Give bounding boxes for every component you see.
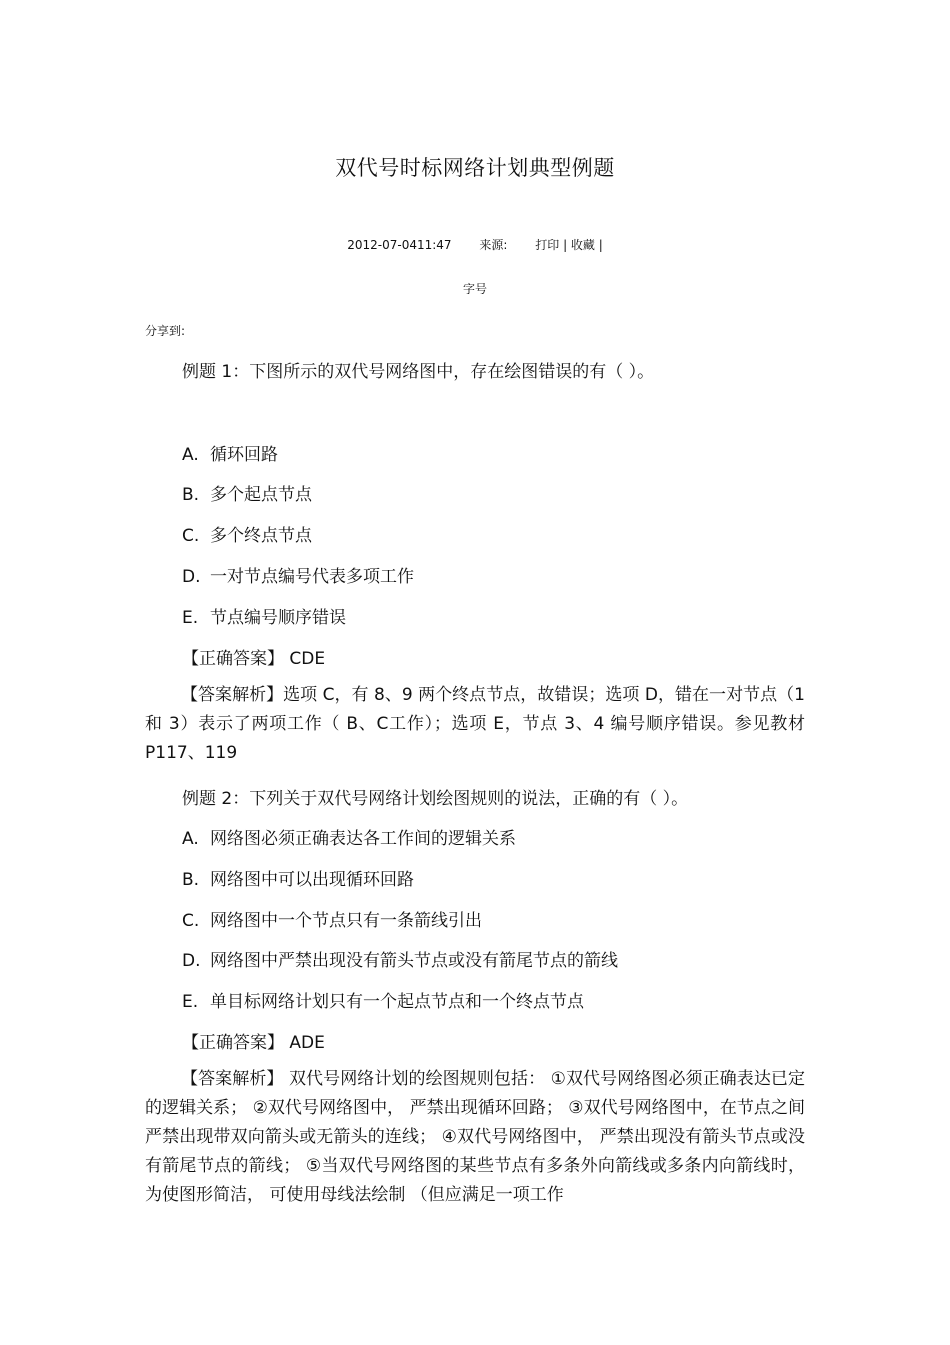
publish-date: 2012-07-0411:47	[347, 238, 452, 252]
page-title: 双代号时标网络计划典型例题	[335, 156, 615, 180]
q2-option-c	[182, 906, 482, 931]
q2-option-d	[182, 946, 618, 971]
option-text: 多个终点节点	[210, 526, 312, 546]
share-label: 分享到:	[145, 324, 186, 338]
option-letter: C.	[182, 911, 200, 931]
option-text: 单目标网络计划只有一个起点节点和一个终点节点	[210, 992, 584, 1012]
option-letter: C.	[182, 526, 200, 546]
option-letter: E.	[182, 992, 199, 1012]
option-text: 多个起点节点	[210, 485, 312, 505]
option-letter: D.	[182, 567, 201, 587]
option-text: 网络图中一个节点只有一条箭线引出	[210, 911, 482, 931]
question-1: 例题 1：下图所示的双代号网络图中，存在绘图错误的有（ ）。	[182, 362, 655, 382]
q1-option-b	[182, 480, 312, 505]
option-letter: A.	[182, 445, 199, 465]
q2-option-e	[182, 987, 584, 1012]
q1-option-a	[182, 440, 278, 465]
source-label: 来源:	[479, 238, 508, 252]
option-text: 循环回路	[210, 445, 278, 465]
q2-answer: 【正确答案】 ADE	[182, 1033, 325, 1053]
option-letter: B.	[182, 870, 200, 890]
option-letter: B.	[182, 485, 200, 505]
q2-option-a	[182, 824, 516, 849]
q2-option-b	[182, 865, 414, 890]
option-text: 网络图中严禁出现没有箭头节点或没有箭尾节点的箭线	[210, 951, 618, 971]
article-meta	[0, 236, 950, 253]
option-text: 节点编号顺序错误	[210, 608, 346, 628]
question-2: 例题 2：下列关于双代号网络计划绘图规则的说法，正确的有（ ）。	[182, 789, 689, 809]
print-favorite-links[interactable]: 打印 | 收藏 |	[535, 238, 603, 252]
q1-option-c	[182, 521, 312, 546]
option-letter: A.	[182, 829, 199, 849]
q1-analysis: 【答案解析】选项 C，有 8、9 两个终点节点，故错误；选项 D，错在一对节点（1 和 3）表示了两项工作（ B、C工作）；选项 E，节点 3、4 编号顺序错误。参见教材 P117、119	[145, 685, 805, 763]
option-text: 网络图中可以出现循环回路	[210, 870, 414, 890]
q1-answer: 【正确答案】 CDE	[182, 649, 326, 669]
option-letter: D.	[182, 951, 201, 971]
q1-option-d	[182, 562, 414, 587]
option-letter: E.	[182, 608, 199, 628]
q2-analysis: 【答案解析】 双代号网络计划的绘图规则包括： ①双代号网络图必须正确表达已定的逻辑关系； ②双代号网络图中， 严禁出现循环回路； ③双代号网络图中，在节点之间严禁出现带双向箭头或无箭头的连线； ④双代号网络图中， 严禁出现没有箭头节点或没有箭尾节点的箭线； ⑤当双代号网络图的某些节点有多条外向箭线或多条内向箭线时， 为使图形简洁， 可使用母线法绘制 （但应满足一项工作	[145, 1069, 805, 1205]
option-text: 一对节点编号代表多项工作	[210, 567, 414, 587]
q1-option-e	[182, 603, 346, 628]
option-text: 网络图必须正确表达各工作间的逻辑关系	[210, 829, 516, 849]
font-size-control[interactable]: 字号	[462, 282, 487, 296]
